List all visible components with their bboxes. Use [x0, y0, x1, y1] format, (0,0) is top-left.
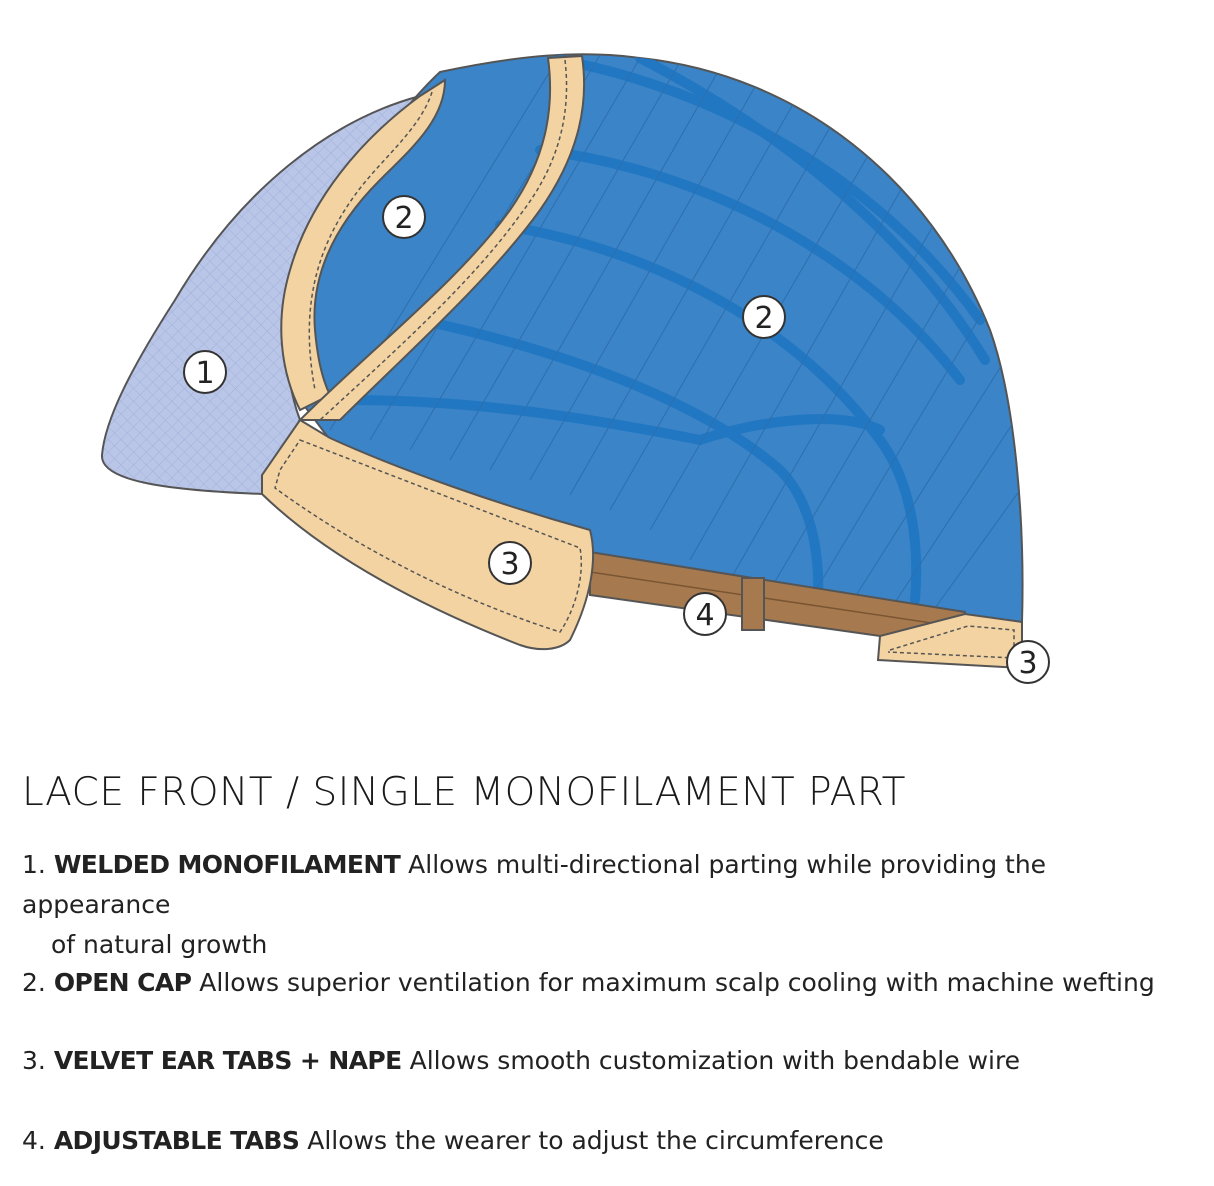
svg-text:2: 2: [394, 201, 414, 236]
feature-number: 2.: [22, 968, 46, 997]
feature-description: Allows the wearer to adjust the circumference: [307, 1126, 884, 1155]
feature-number: 4.: [22, 1126, 46, 1155]
feature-item-4: [22, 1121, 884, 1161]
svg-text:4: 4: [695, 598, 715, 633]
feature-description: Allows superior ventilation for maximum scalp cooling with machine wefting: [199, 968, 1155, 997]
svg-text:3: 3: [1018, 646, 1038, 681]
feature-item-1: [22, 845, 1202, 965]
feature-number: 3.: [22, 1046, 46, 1075]
feature-number: 1.: [22, 850, 46, 879]
feature-item-3: [22, 1041, 1020, 1081]
callout-3-ear: [489, 542, 531, 584]
feature-name: OPEN CAP: [53, 968, 192, 997]
svg-text:2: 2: [754, 301, 774, 336]
feature-description: Allows smooth customization with bendable wire: [409, 1046, 1021, 1075]
feature-item-2: [22, 963, 1155, 1003]
callout-2-cap: [743, 296, 785, 338]
strap-buckle: [742, 578, 764, 630]
feature-description: Allows multi-directional parting while providing the appearance: [22, 850, 1047, 919]
feature-description-continued: of natural growth: [51, 930, 268, 959]
feature-name: ADJUSTABLE TABS: [53, 1126, 300, 1155]
feature-name: WELDED MONOFILAMENT: [53, 850, 401, 879]
callout-3-nape: [1007, 641, 1049, 683]
callout-4: [684, 593, 726, 635]
callout-1: [184, 351, 226, 393]
svg-text:1: 1: [195, 356, 215, 391]
callout-2-front: [383, 196, 425, 238]
svg-text:3: 3: [500, 547, 520, 582]
page-title: LACE FRONT / SINGLE MONOFILAMENT PART: [22, 770, 906, 815]
feature-name: VELVET EAR TABS + NAPE: [53, 1046, 402, 1075]
